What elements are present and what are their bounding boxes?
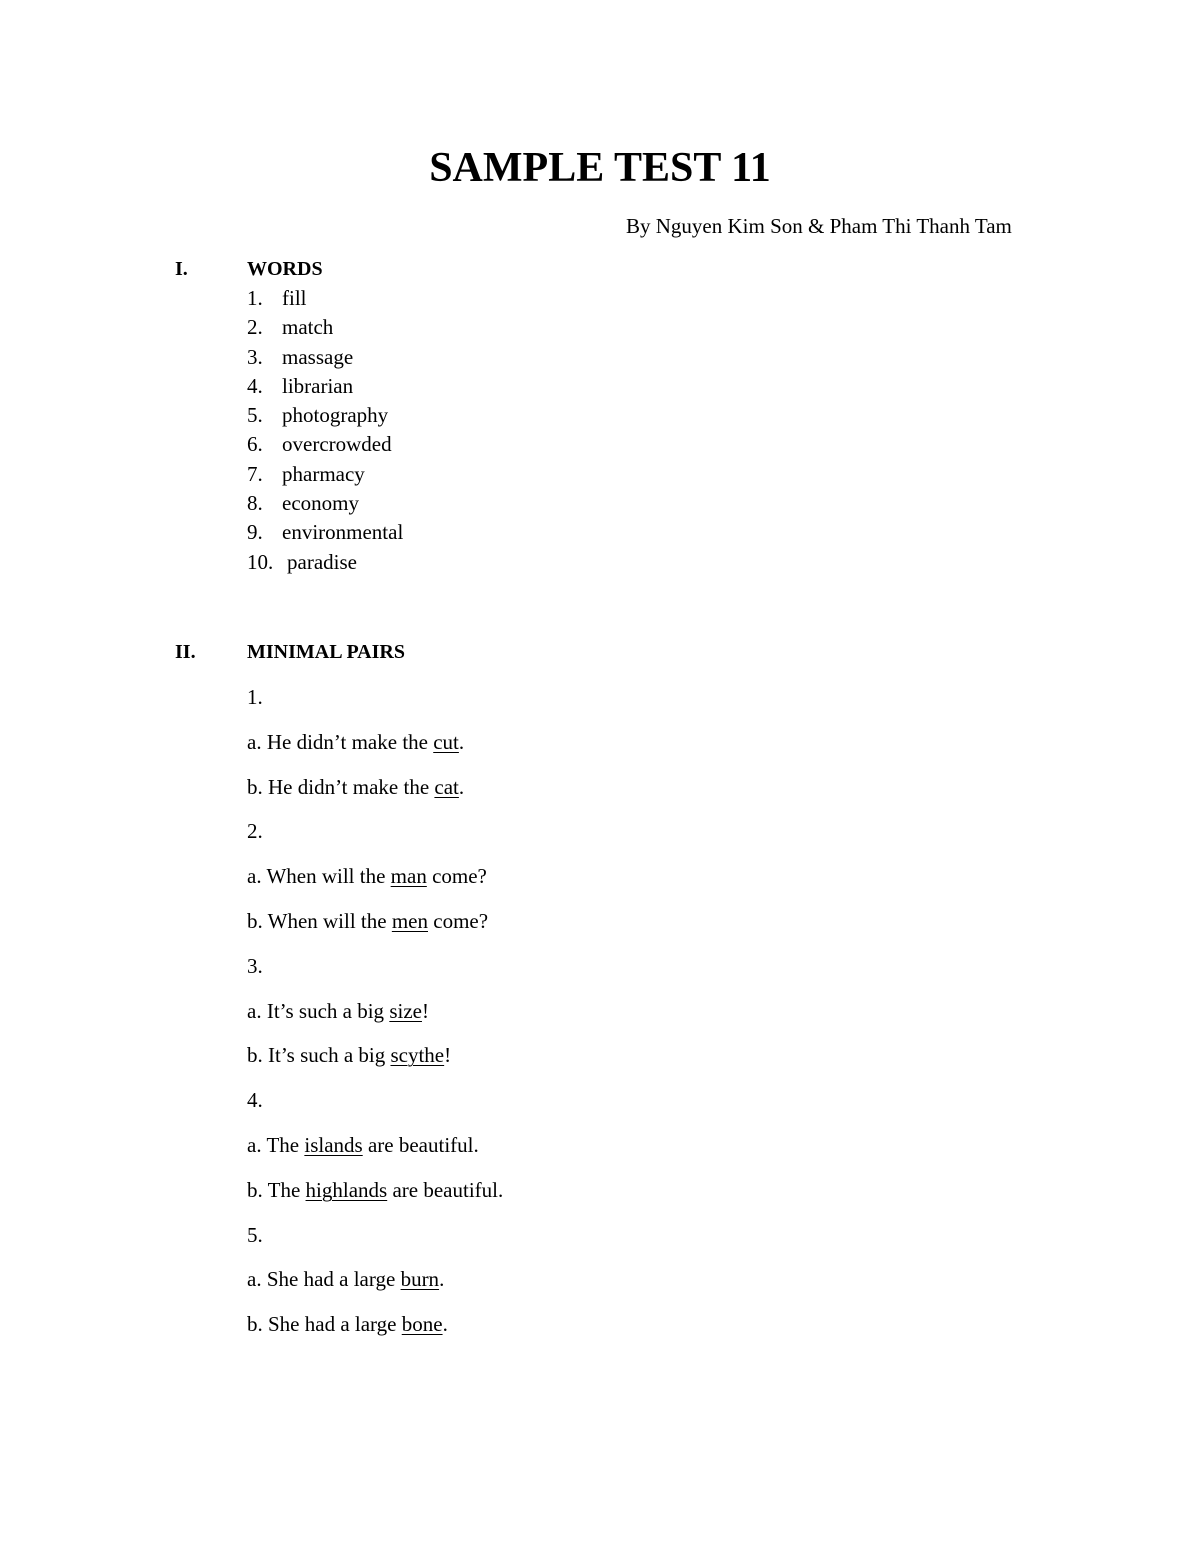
pair-sentence-a: a. She had a large burn. [247, 1267, 445, 1292]
target-word: cat [434, 774, 459, 799]
list-item [247, 460, 403, 489]
list-item [247, 284, 403, 313]
list-item [247, 489, 403, 518]
target-word: bone [401, 1312, 443, 1337]
section-2-number: II. [175, 641, 196, 663]
page-title: SAMPLE TEST 11 [429, 145, 771, 191]
list-item-word: massage [282, 344, 354, 369]
list-item-word: paradise [287, 549, 357, 574]
list-item-number: 5. [247, 403, 263, 428]
author-byline: By Nguyen Kim Son & Pham Thi Thanh Tam [626, 214, 1012, 238]
pair-number: 4. [247, 1088, 263, 1113]
list-item-word: environmental [282, 520, 404, 545]
list-item [247, 430, 403, 459]
list-item-number: 8. [247, 491, 263, 516]
section-1-number: I. [175, 258, 188, 280]
minimal-pairs [247, 683, 503, 1355]
list-item-number: 7. [247, 461, 263, 486]
target-word: men [391, 908, 428, 933]
list-item-number: 3. [247, 344, 263, 369]
target-word: cut [433, 729, 459, 754]
target-word: highlands [305, 1177, 388, 1202]
pair-sentence-a: a. It’s such a big size! [247, 998, 429, 1023]
pair-number: 5. [247, 1222, 263, 1247]
target-word: size [389, 998, 422, 1023]
pair-number: 2. [247, 819, 263, 844]
list-item-word: match [282, 315, 334, 340]
section-2-title: MINIMAL PAIRS [247, 641, 405, 663]
list-item [247, 313, 403, 342]
pair-number: 1. [247, 685, 263, 709]
list-item-number: 2. [247, 315, 263, 340]
list-item-word: photography [282, 403, 389, 428]
list-item-word: fill [282, 286, 307, 310]
list-item-number: 1. [247, 286, 263, 310]
words-list [247, 284, 403, 577]
pair-sentence-b: b. He didn’t make the cat. [247, 774, 465, 799]
list-item-word: economy [282, 491, 359, 516]
pair-sentence-b: b. The highlands are beautiful. [247, 1177, 504, 1202]
section-1-title: WORDS [247, 258, 323, 280]
pair-sentence-b: b. When will the men come? [247, 908, 489, 933]
list-item [247, 518, 403, 547]
list-item-number: 10. [247, 549, 274, 574]
list-item [247, 372, 403, 401]
pair-number: 3. [247, 953, 263, 978]
list-item-number: 9. [247, 520, 263, 545]
list-item [247, 343, 403, 372]
pair-sentence-b: b. She had a large bone. [247, 1312, 448, 1337]
list-item [247, 401, 403, 430]
list-item-word: librarian [282, 373, 354, 398]
pair-sentence-a: a. He didn’t make the cut. [247, 729, 465, 754]
target-word: scythe [390, 1043, 445, 1068]
list-item [247, 548, 403, 577]
target-word: burn [400, 1267, 440, 1292]
list-item-word: overcrowded [282, 432, 392, 457]
target-word: islands [304, 1132, 363, 1157]
pair-sentence-a: a. When will the man come? [247, 864, 487, 889]
list-item-number: 6. [247, 432, 263, 457]
pair-sentence-a: a. The islands are beautiful. [247, 1132, 479, 1157]
pair-sentence-b: b. It’s such a big scythe! [247, 1043, 452, 1068]
list-item-number: 4. [247, 373, 263, 398]
list-item-word: pharmacy [282, 461, 365, 486]
target-word: man [390, 864, 427, 889]
